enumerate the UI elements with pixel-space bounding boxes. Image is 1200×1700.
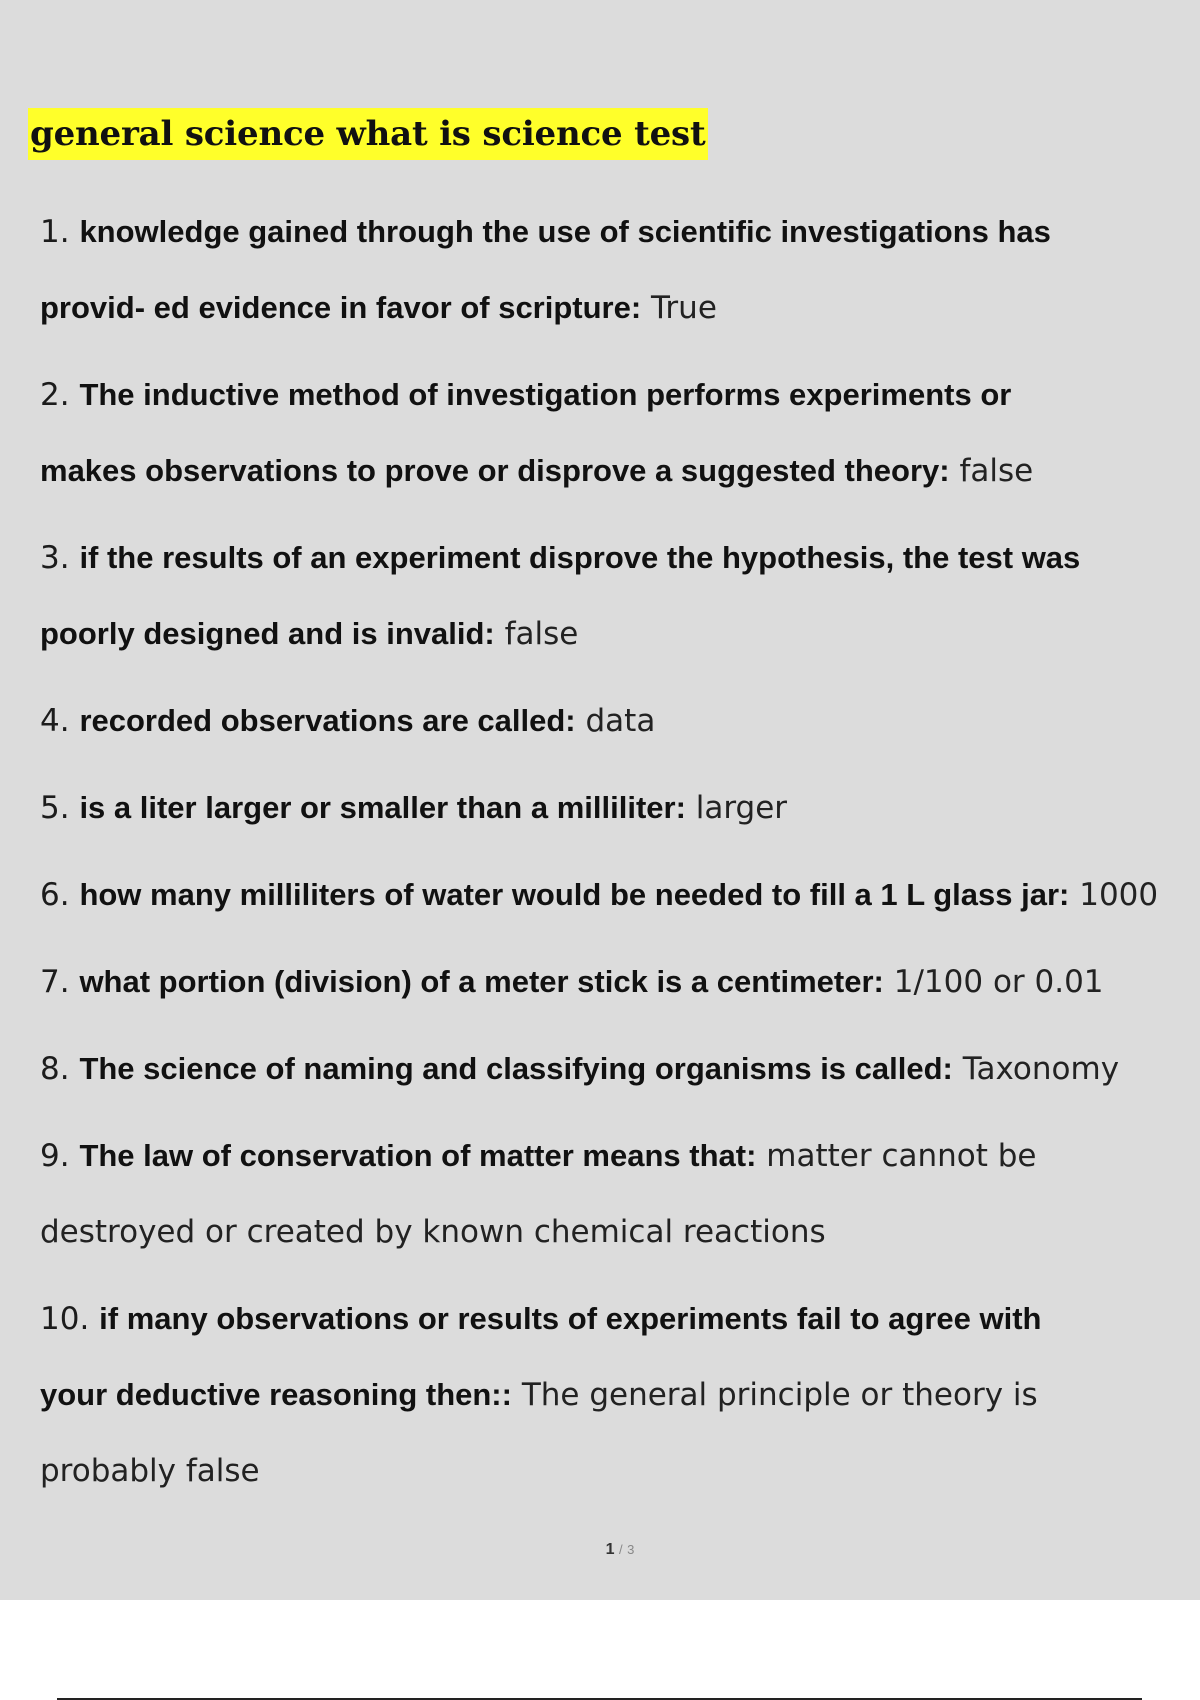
answer-text: larger: [695, 790, 788, 826]
list-item: [40, 683, 1200, 759]
question-text: The inductive method of investigation performs experiments or makes observations to prove or disprove a suggested theory:: [40, 377, 1012, 488]
answer-text: 1/100 or 0.01: [893, 964, 1104, 1000]
answer-text: false: [959, 453, 1034, 489]
question-text: The law of conservation of matter means that:: [79, 1138, 757, 1173]
page-separator: /: [619, 1542, 623, 1557]
item-number: 10.: [40, 1301, 90, 1337]
question-text: if many observations or results of experiments fail to agree with your deductive reasoning then::: [40, 1301, 1042, 1412]
list-item: [40, 1118, 1100, 1270]
item-number: 6.: [40, 877, 70, 913]
item-number: 7.: [40, 964, 70, 1000]
list-item: [40, 1281, 1100, 1509]
current-page-number: 1: [605, 1541, 615, 1558]
list-item: [40, 1031, 1200, 1107]
list-item: [40, 194, 1100, 346]
question-text: is a liter larger or smaller than a milliliter:: [79, 790, 686, 825]
answer-text: The general principle or theory is probably false: [40, 1377, 1038, 1489]
question-text: The science of naming and classifying organisms is called:: [79, 1051, 953, 1086]
answer-text: matter cannot be destroyed or created by known chemical reactions: [40, 1138, 1037, 1250]
answer-text: True: [651, 290, 717, 326]
item-number: 8.: [40, 1051, 70, 1087]
item-number: 4.: [40, 703, 70, 739]
document-title: general science what is science test: [28, 108, 708, 160]
list-item: [40, 520, 1100, 672]
answer-text: 1000: [1079, 877, 1159, 913]
item-number: 5.: [40, 790, 70, 826]
question-text: recorded observations are called:: [79, 703, 576, 738]
answer-text: data: [585, 703, 656, 739]
question-text: if the results of an experiment disprove the hypothesis, the test was poorly designed and is invalid:: [40, 540, 1081, 651]
list-item: [40, 357, 1100, 509]
total-page-count: 3: [627, 1542, 635, 1557]
item-number: 9.: [40, 1138, 70, 1174]
answer-text: false: [504, 616, 579, 652]
page-indicator: [0, 1541, 1200, 1559]
item-number: 1.: [40, 214, 70, 250]
item-number: 3.: [40, 540, 70, 576]
list-item: [40, 944, 1200, 1020]
item-number: 2.: [40, 377, 70, 413]
question-text: what portion (division) of a meter stick is a centimeter:: [79, 964, 884, 999]
question-text: how many milliliters of water would be needed to fill a 1 L glass jar:: [79, 877, 1070, 912]
answer-text: Taxonomy: [962, 1051, 1120, 1087]
question-text: knowledge gained through the use of scientific investigations has provid- ed evidence in favor of scripture:: [40, 214, 1051, 325]
question-list: [40, 194, 1200, 1520]
list-item: [40, 857, 1200, 933]
list-item: [40, 770, 1200, 846]
